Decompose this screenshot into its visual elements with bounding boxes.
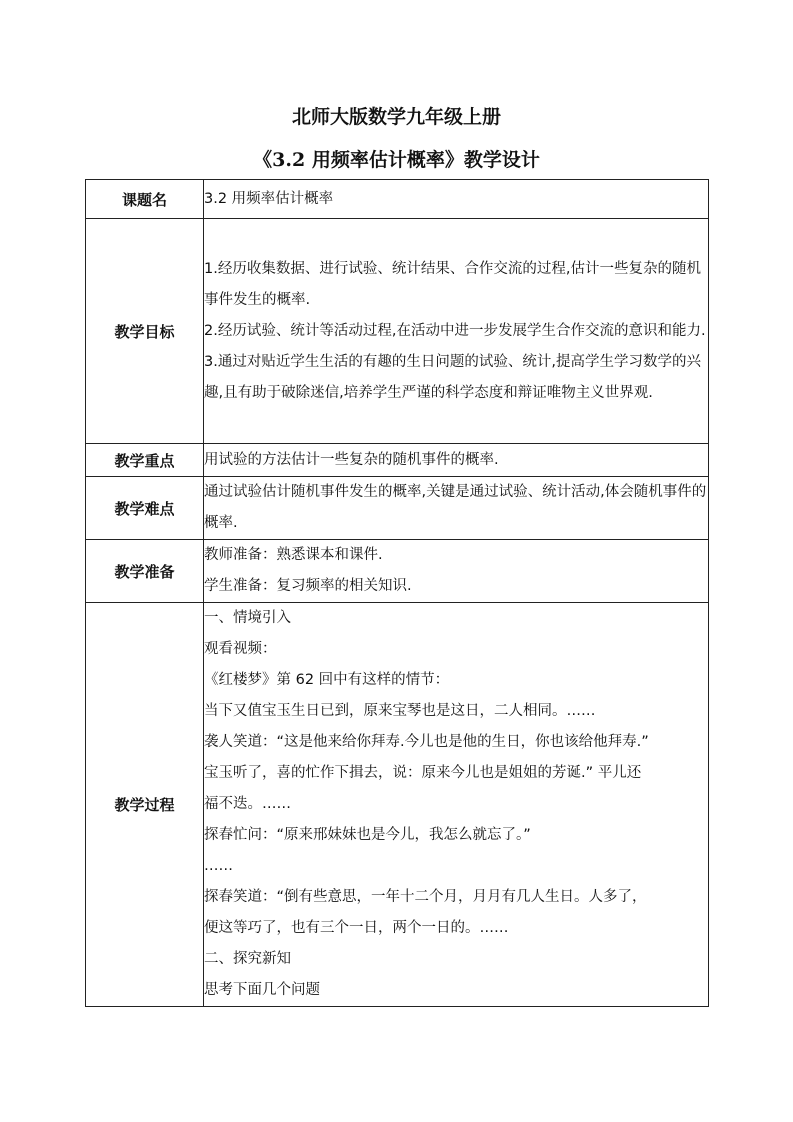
process-line: 《红楼梦》第 62 回中有这样的情节： — [204, 672, 450, 688]
topic-text: 3.2 用频率估计概率 — [204, 190, 334, 207]
difficulties-text: 通过试验估计随机事件发生的概率,关键是通过试验、统计活动,体会随机事件的概率. — [204, 484, 707, 531]
difficulties-value — [204, 477, 709, 540]
teacher-preparation: 教师准备：熟悉课本和课件. — [204, 547, 383, 563]
process-value — [204, 603, 709, 1007]
process-line: 一、情境引入 — [204, 610, 291, 626]
process-line: 探春笑道：“倒有些意思，一年十二个月，月月有几人生日。人多了， — [204, 889, 647, 905]
objectives-value — [204, 219, 709, 444]
table-row-objectives — [86, 219, 709, 444]
preparation-value — [204, 540, 709, 603]
process-label: 教学过程 — [86, 603, 204, 1007]
document-subtitle: 《3.2 用频率估计概率》教学设计 — [253, 149, 540, 171]
preparation-label: 教学准备 — [86, 540, 204, 603]
table-row-key-points — [86, 444, 709, 477]
objective-item: 2.经历试验、统计等活动过程,在活动中进一步发展学生合作交流的意识和能力. — [204, 322, 706, 339]
process-line: 袭人笑道：“这是他来给你拜寿.今儿也是他的生日，你也该给他拜寿.” — [204, 734, 649, 750]
key-points-label: 教学重点 — [86, 444, 204, 477]
student-preparation: 学生准备：复习频率的相关知识. — [204, 578, 412, 594]
process-line: 探春忙问：“原来邢妹妹也是今儿，我怎么就忘了。” — [204, 827, 531, 843]
table-row-process — [86, 603, 709, 1007]
lesson-plan-table — [85, 179, 709, 1007]
process-line: 当下又值宝玉生日已到，原来宝琴也是这日，二人相同。…… — [204, 703, 596, 719]
objective-item: 1.经历收集数据、进行试验、统计结果、合作交流的过程,估计一些复杂的随机事件发生的概率. — [204, 260, 701, 308]
key-points-value — [204, 444, 709, 477]
objective-item: 3.通过对贴近学生生活的有趣的生日问题的试验、统计,提高学生学习数学的兴趣,且有助于破除迷信,培养学生严谨的科学态度和辩证唯物主义世界观. — [204, 353, 701, 401]
key-points-text: 用试验的方法估计一些复杂的随机事件的概率. — [204, 451, 499, 468]
topic-label: 课题名 — [86, 180, 204, 219]
difficulties-label: 教学难点 — [86, 477, 204, 540]
process-line: 观看视频： — [204, 641, 277, 657]
document-title: 北师大版数学九年级上册 — [291, 106, 501, 128]
table-row-preparation — [86, 540, 709, 603]
process-line: 思考下面几个问题 — [204, 982, 320, 998]
process-line: 福不迭。…… — [204, 796, 291, 812]
topic-value — [204, 180, 709, 219]
table-row-difficulties — [86, 477, 709, 540]
process-line: …… — [204, 858, 233, 874]
process-line: 二、探究新知 — [204, 951, 291, 967]
objectives-label: 教学目标 — [86, 219, 204, 444]
process-line: 便这等巧了，也有三个一日，两个一日的。…… — [204, 920, 509, 936]
process-line: 宝玉听了，喜的忙作下揖去，说：原来今儿也是姐姐的芳诞.” 平儿还 — [204, 765, 642, 781]
table-row-topic — [86, 180, 709, 219]
